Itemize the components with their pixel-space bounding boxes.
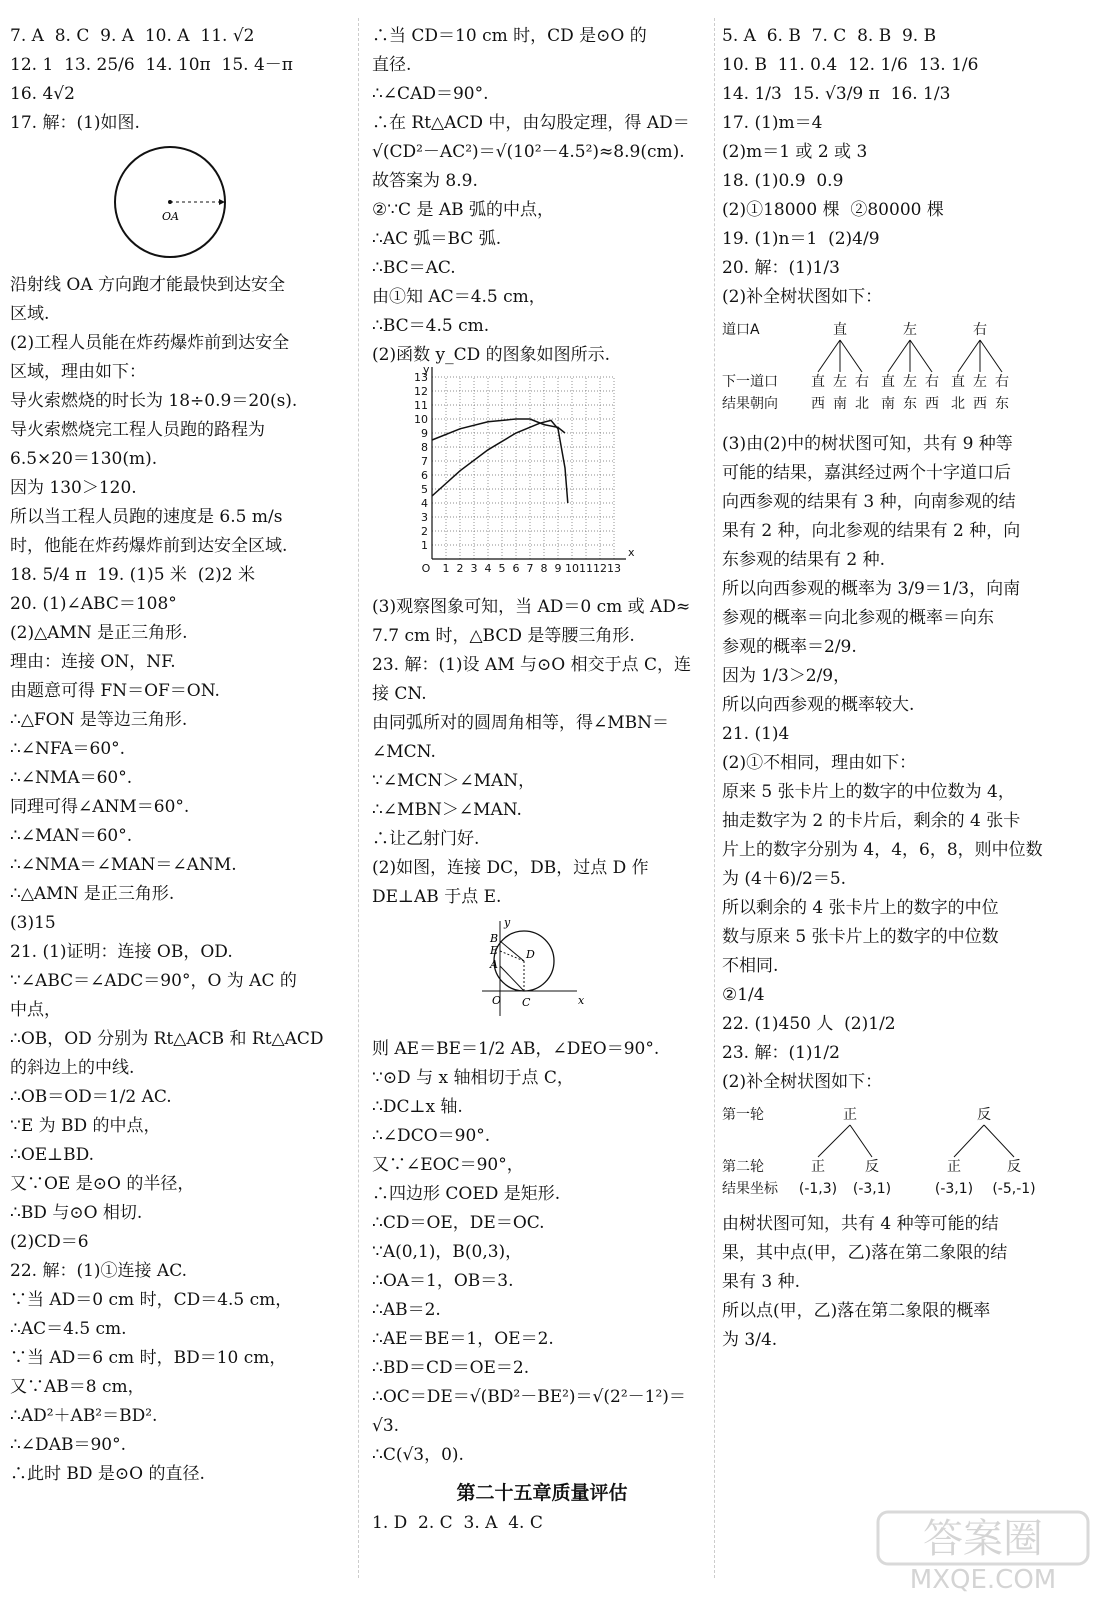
text-line: ∴CD＝OE，DE＝OC. [372, 1213, 545, 1233]
text-line: 为 (4＋6)/2＝5. [722, 869, 847, 889]
text-line: (2)补全树状图如下： [722, 287, 883, 307]
text-line: (2)工程人员能在炸药爆炸前到达安全 [10, 333, 290, 353]
y-tick-label: 9 [421, 427, 428, 440]
text-line: 理由：连接 ON，NF. [10, 652, 176, 672]
text-line: ∴∠MBN＞∠MAN. [372, 800, 522, 820]
tree-result: 北 [855, 396, 869, 412]
tree-branch [954, 1125, 984, 1157]
text-line: ∵A(0,1)，B(0,3)， [372, 1242, 523, 1262]
text-line: ∴∠NMA＝∠MAN＝∠ANM. [10, 855, 237, 875]
text-line: ∴AC 弧＝BC 弧. [372, 229, 502, 249]
y-tick-label: 8 [421, 441, 428, 454]
text-line: ∵当 AD＝6 cm 时，BD＝10 cm， [10, 1348, 287, 1368]
text-line: 又∵OE 是⊙O 的半径， [10, 1174, 195, 1194]
text-line: ∴∠CAD＝90°. [372, 84, 489, 104]
text-line: 6.5×20＝130(m). [10, 449, 158, 469]
text-line: (2)函数 y_CD 的图象如图所示. [372, 345, 611, 365]
text-line: ∴DC⊥x 轴. [372, 1097, 463, 1117]
point-label: D [526, 948, 535, 961]
text-line: (3)15 [10, 913, 56, 933]
x-tick-label: 13 [607, 562, 621, 575]
text-line: 20. (1)∠ABC＝108° [10, 594, 177, 614]
origin-label: O [421, 562, 431, 575]
text-line: 12. 1 13. 25/6 14. 10π 15. 4－π [10, 55, 293, 75]
tree-node: 左 [833, 374, 847, 390]
text-line: 5. A 6. B 7. C 8. B 9. B [722, 26, 937, 46]
point-label: B [490, 932, 499, 945]
tree-node: 反 [977, 1107, 991, 1123]
tree-result: 西 [925, 396, 939, 412]
text-line: √3. [372, 1416, 400, 1436]
text-line: ∴在 Rt△ACD 中，由勾股定理，得 AD＝ [372, 113, 690, 133]
tree-row-label: 结果坐标 [722, 1181, 778, 1197]
chapter-title: 第二十五章质量评估 [456, 1482, 628, 1504]
y-tick-label: 13 [414, 371, 428, 384]
y-tick-label: 6 [421, 469, 428, 482]
text-line: ∴C(√3，0). [372, 1445, 464, 1465]
tree-row-label: 下一道口 [722, 374, 778, 390]
text-line: (2)补全树状图如下： [722, 1072, 883, 1092]
text-line: ∴AC＝4.5 cm. [10, 1319, 127, 1339]
tree-branch [818, 1125, 850, 1157]
tree-row-label: 结果朝向 [722, 396, 778, 412]
col2-lines-mid [372, 593, 712, 912]
text-line: (2)CD＝6 [10, 1232, 89, 1252]
text-line: 为 3/4. [722, 1330, 778, 1350]
text-line: 不相同. [722, 956, 779, 976]
text-line: 18. 5/4 π 19. (1)5 米 (2)2 米 [10, 565, 256, 585]
x-tick-label: 2 [456, 562, 464, 575]
tree-branch [840, 340, 862, 372]
x-tick-label: 10 [565, 562, 579, 575]
tree-node: 左 [973, 374, 987, 390]
y-tick-label: 10 [414, 413, 428, 426]
text-line: 参观的概率＝向北参观的概率＝向东 [722, 608, 994, 628]
col3-lines-mid [722, 430, 1092, 1097]
tree-row-label: 道口A [722, 322, 760, 338]
text-line: 同理可得∠ANM＝60°. [10, 797, 190, 817]
tree-row-label: 第二轮 [722, 1159, 764, 1175]
tree-node: 反 [865, 1159, 879, 1175]
column-3 [722, 22, 1092, 1355]
text-line: ∴当 CD＝10 cm 时，CD 是⊙O 的 [372, 26, 647, 46]
y-tick-label: 11 [414, 399, 428, 412]
text-line: ∴AE＝BE＝1，OE＝2. [372, 1329, 554, 1349]
col2-lines-bot [372, 1035, 712, 1470]
answer-line: 1. D 2. C 3. A 4. C [372, 1513, 543, 1533]
text-line: 10. B 11. 0.4 12. 1/6 13. 1/6 [722, 55, 979, 75]
text-line: ∴BD＝CD＝OE＝2. [372, 1358, 530, 1378]
tree-result: 南 [881, 396, 895, 412]
text-line: 直径. [372, 55, 412, 75]
y-tick-label: 1 [421, 539, 428, 552]
circle-figure [110, 142, 348, 267]
text-line: ∴四边形 COED 是矩形. [372, 1184, 561, 1204]
y-tick-label: 3 [421, 511, 428, 524]
tree-node: 左 [903, 374, 917, 390]
text-line: 所以向西参观的概率较大. [722, 695, 915, 715]
tree-result: 东 [903, 396, 917, 412]
text-line: ∴∠MAN＝60°. [10, 826, 133, 846]
svg-text:MXQE.COM: MXQE.COM [909, 1565, 1057, 1595]
tree-result: (-3,1) [934, 1181, 974, 1197]
text-line: ∵当 AD＝0 cm 时，CD＝4.5 cm， [10, 1290, 293, 1310]
y-tick-label: 2 [421, 525, 428, 538]
text-line: ∴OE⊥BD. [10, 1145, 95, 1165]
text-line: 因为 130＞120. [10, 478, 137, 498]
text-line: 20. 解：(1)1/3 [722, 258, 840, 278]
text-line: 果有 3 种. [722, 1272, 801, 1292]
x-tick-label: 8 [540, 562, 548, 575]
text-line: ∴AD²＋AB²＝BD². [10, 1406, 158, 1426]
tree-result: (-5,-1) [992, 1181, 1036, 1197]
text-line: 时，他能在炸药爆炸前到达安全区域. [10, 536, 288, 556]
tree-node: 反 [1007, 1159, 1021, 1175]
text-line: ∴BC＝AC. [372, 258, 456, 278]
x-tick-label: 5 [498, 562, 506, 575]
text-line: ②∵C 是 AB 弧的中点， [372, 200, 555, 220]
tree-result: (-1,3) [798, 1181, 838, 1197]
text-line: (2)△AMN 是正三角形. [10, 623, 188, 643]
text-line: ∴此时 BD 是⊙O 的直径. [10, 1464, 205, 1484]
y-tick-label: 12 [414, 385, 428, 398]
text-line: 所以点(甲，乙)落在第二象限的概率 [722, 1301, 991, 1321]
text-line: 数与原来 5 张卡片上的数字的中位数 [722, 927, 999, 947]
text-line: ∵E 为 BD 的中点， [10, 1116, 161, 1136]
text-line: 抽走数字为 2 的卡片后，剩余的 4 张卡 [722, 811, 1021, 831]
text-line: 东参观的结果有 2 种. [722, 550, 886, 570]
x-tick-label: 11 [579, 562, 593, 575]
tree-result: 东 [995, 396, 1009, 412]
text-line: √(CD²－AC²)＝√(10²－4.5²)≈8.9(cm). [372, 142, 685, 162]
text-line: 所以当工程人员跑的速度是 6.5 m/s [10, 507, 283, 527]
text-line: 果，其中点(甲，乙)落在第二象限的结 [722, 1243, 1008, 1263]
text-line: ∴OC＝DE＝√(BD²－BE²)＝√(2²－1²)＝ [372, 1387, 686, 1407]
tree-node: 正 [811, 1159, 825, 1175]
text-line: ∵∠MCN＞∠MAN， [372, 771, 536, 791]
text-line: 区域. [10, 304, 50, 324]
text-line: 18. (1)0.9 0.9 [722, 171, 844, 191]
function-graph [402, 363, 712, 589]
text-line: ∵⊙D 与 x 轴相切于点 C， [372, 1068, 574, 1088]
text-line: 22. 解：(1)①连接 AC. [10, 1261, 188, 1281]
text-line: 导火索燃烧的时长为 18÷0.9＝20(s). [10, 391, 298, 411]
text-line: 片上的数字分别为 4，4，6，8，则中位数 [722, 840, 1043, 860]
text-line: 接 CN. [372, 684, 427, 704]
tangent-circle-figure [462, 916, 712, 1031]
tree-result: (-3,1) [852, 1181, 892, 1197]
svg-text:答案圈: 答案圈 [923, 1516, 1043, 1562]
text-line: 原来 5 张卡片上的数字的中位数为 4， [722, 782, 1015, 802]
text-line: 的斜边上的中线. [10, 1058, 135, 1078]
text-line: ∴∠NMA＝60°. [10, 768, 133, 788]
x-tick-label: 6 [512, 562, 520, 575]
text-line: ∴OB＝OD＝1/2 AC. [10, 1087, 172, 1107]
segment [500, 941, 524, 961]
text-line: 故答案为 8.9. [372, 171, 478, 191]
point-label: O [492, 994, 502, 1007]
text-line: 又∵∠EOC＝90°， [372, 1155, 524, 1175]
text-line: 因为 1/3＞2/9， [722, 666, 851, 686]
text-line: 23. 解：(1)1/2 [722, 1043, 840, 1063]
text-line: 区域，理由如下： [10, 362, 146, 382]
text-line: 向西参观的结果有 3 种，向南参观的结 [722, 492, 1016, 512]
y-axis-label: y [423, 363, 430, 376]
y-tick-label: 5 [421, 483, 428, 496]
point-label: x [578, 994, 585, 1007]
text-line: ∴BD 与⊙O 相切. [10, 1203, 143, 1223]
x-axis-label: x [628, 546, 635, 559]
tree-diagram-2 [722, 1101, 1092, 1206]
col1-lines-a [10, 22, 348, 138]
text-line: 17. 解：(1)如图. [10, 113, 140, 133]
tree-branch [984, 1125, 1014, 1157]
text-line: ∠MCN. [372, 742, 436, 762]
tree-node: 直 [833, 322, 847, 338]
text-line: 21. (1)4 [722, 724, 790, 744]
col2-lines-top [372, 22, 712, 370]
text-line: 21. (1)证明：连接 OB，OD. [10, 942, 233, 962]
watermark-logo [868, 1504, 1098, 1594]
text-line: 14. 1/3 15. √3/9 π 16. 1/3 [722, 84, 951, 104]
text-line: 又∵AB＝8 cm， [10, 1377, 145, 1397]
tree-node: 正 [947, 1159, 961, 1175]
text-line: 16. 4√2 [10, 84, 75, 104]
point-label: C [522, 996, 531, 1009]
x-tick-label: 9 [554, 562, 562, 575]
tree-node: 直 [881, 374, 895, 390]
text-line: ∴△AMN 是正三角形. [10, 884, 175, 904]
x-tick-label: 3 [470, 562, 478, 575]
tree-node: 右 [973, 322, 987, 338]
text-line: ∴△FON 是等边三角形. [10, 710, 188, 730]
col1-lines-b [10, 271, 348, 1489]
tree-branch [910, 340, 932, 372]
text-line: 由树状图可知，共有 4 种等可能的结 [722, 1214, 999, 1234]
col3-lines-bot [722, 1210, 1092, 1355]
text-line: 参观的概率＝2/9. [722, 637, 857, 657]
tree-node: 直 [951, 374, 965, 390]
text-line: 导火索燃烧完工程人员跑的路程为 [10, 420, 265, 440]
segment [500, 951, 524, 961]
text-line: 沿射线 OA 方向跑才能最快到达安全 [10, 275, 286, 295]
column-2 [372, 22, 712, 1538]
text-line: ②1/4 [722, 985, 765, 1005]
circle-label: OA [162, 210, 179, 223]
text-line: ∴∠DCO＝90°. [372, 1126, 491, 1146]
text-line: 则 AE＝BE＝1/2 AB，∠DEO＝90°. [372, 1039, 660, 1059]
text-line: ∵∠ABC＝∠ADC＝90°，O 为 AC 的 [10, 971, 297, 991]
point-label: E [490, 944, 499, 957]
tree-diagram-1 [722, 316, 1092, 426]
text-line: 中点， [10, 1000, 61, 1020]
tree-result: 南 [833, 396, 847, 412]
segment [500, 966, 524, 991]
tree-branch [850, 1125, 872, 1157]
x-tick-label: 1 [442, 562, 450, 575]
text-line: ∴∠DAB＝90°. [10, 1435, 126, 1455]
text-line: ∴OA＝1，OB＝3. [372, 1271, 514, 1291]
tree-result: 西 [811, 396, 825, 412]
text-line: (2)m＝1 或 2 或 3 [722, 142, 868, 162]
text-line: ∴∠NFA＝60°. [10, 739, 126, 759]
text-line: 23. 解：(1)设 AM 与⊙O 相交于点 C，连 [372, 655, 692, 675]
text-line: ∴让乙射门好. [372, 829, 480, 849]
tree-node: 右 [995, 374, 1009, 390]
text-line: (3)观察图象可知，当 AD＝0 cm 或 AD≈ [372, 597, 691, 617]
tree-branch [818, 340, 840, 372]
text-line: 由同弧所对的圆周角相等，得∠MBN＝ [372, 713, 670, 733]
text-line: (2)①18000 棵 ②80000 棵 [722, 200, 944, 220]
text-line: 7.7 cm 时，△BCD 是等腰三角形. [372, 626, 635, 646]
tree-node: 右 [855, 374, 869, 390]
text-line: 所以向西参观的概率为 3/9＝1/3，向南 [722, 579, 1021, 599]
text-line: (2)如图，连接 DC，DB，过点 D 作 [372, 858, 649, 878]
tree-node: 右 [925, 374, 939, 390]
text-line: (2)①不相同，理由如下： [722, 753, 917, 773]
x-tick-label: 4 [484, 562, 492, 575]
text-line: ∴AB＝2. [372, 1300, 441, 1320]
tree-result: 北 [951, 396, 965, 412]
text-line: 7. A 8. C 9. A 10. A 11. √2 [10, 26, 255, 46]
text-line: (3)由(2)中的树状图可知，共有 9 种等 [722, 434, 1013, 454]
text-line: 由题意可得 FN＝OF＝ON. [10, 681, 220, 701]
text-line: 可能的结果，嘉淇经过两个十字道口后 [722, 463, 1011, 483]
text-line: ∴BC＝4.5 cm. [372, 316, 490, 336]
x-tick-label: 12 [593, 562, 607, 575]
tree-node: 正 [843, 1107, 857, 1123]
x-tick-label: 7 [526, 562, 534, 575]
text-line: 22. (1)450 人 (2)1/2 [722, 1014, 896, 1034]
text-line: 17. (1)m＝4 [722, 113, 823, 133]
tree-node: 左 [903, 322, 917, 338]
tree-branch [958, 340, 980, 372]
col3-lines-top [722, 22, 1092, 312]
text-line: 果有 2 种，向北参观的结果有 2 种，向 [722, 521, 1021, 541]
tree-node: 直 [811, 374, 825, 390]
y-tick-label: 4 [421, 497, 428, 510]
text-line: ∴OB，OD 分别为 Rt△ACB 和 Rt△ACD [10, 1029, 324, 1049]
text-line: 由①知 AC＝4.5 cm， [372, 287, 546, 307]
point-label: A [490, 958, 498, 971]
text-line: 所以剩余的 4 张卡片上的数字的中位 [722, 898, 999, 918]
series-line-2 [432, 420, 568, 503]
column-1 [10, 22, 348, 1489]
text-line: DE⊥AB 于点 E. [372, 887, 502, 907]
tree-branch [888, 340, 910, 372]
tree-result: 西 [973, 396, 987, 412]
tree-row-label: 第一轮 [722, 1107, 764, 1123]
y-tick-label: 7 [421, 455, 428, 468]
text-line: 19. (1)n＝1 (2)4/9 [722, 229, 880, 249]
point-label: y [504, 916, 511, 929]
tree-branch [980, 340, 1002, 372]
